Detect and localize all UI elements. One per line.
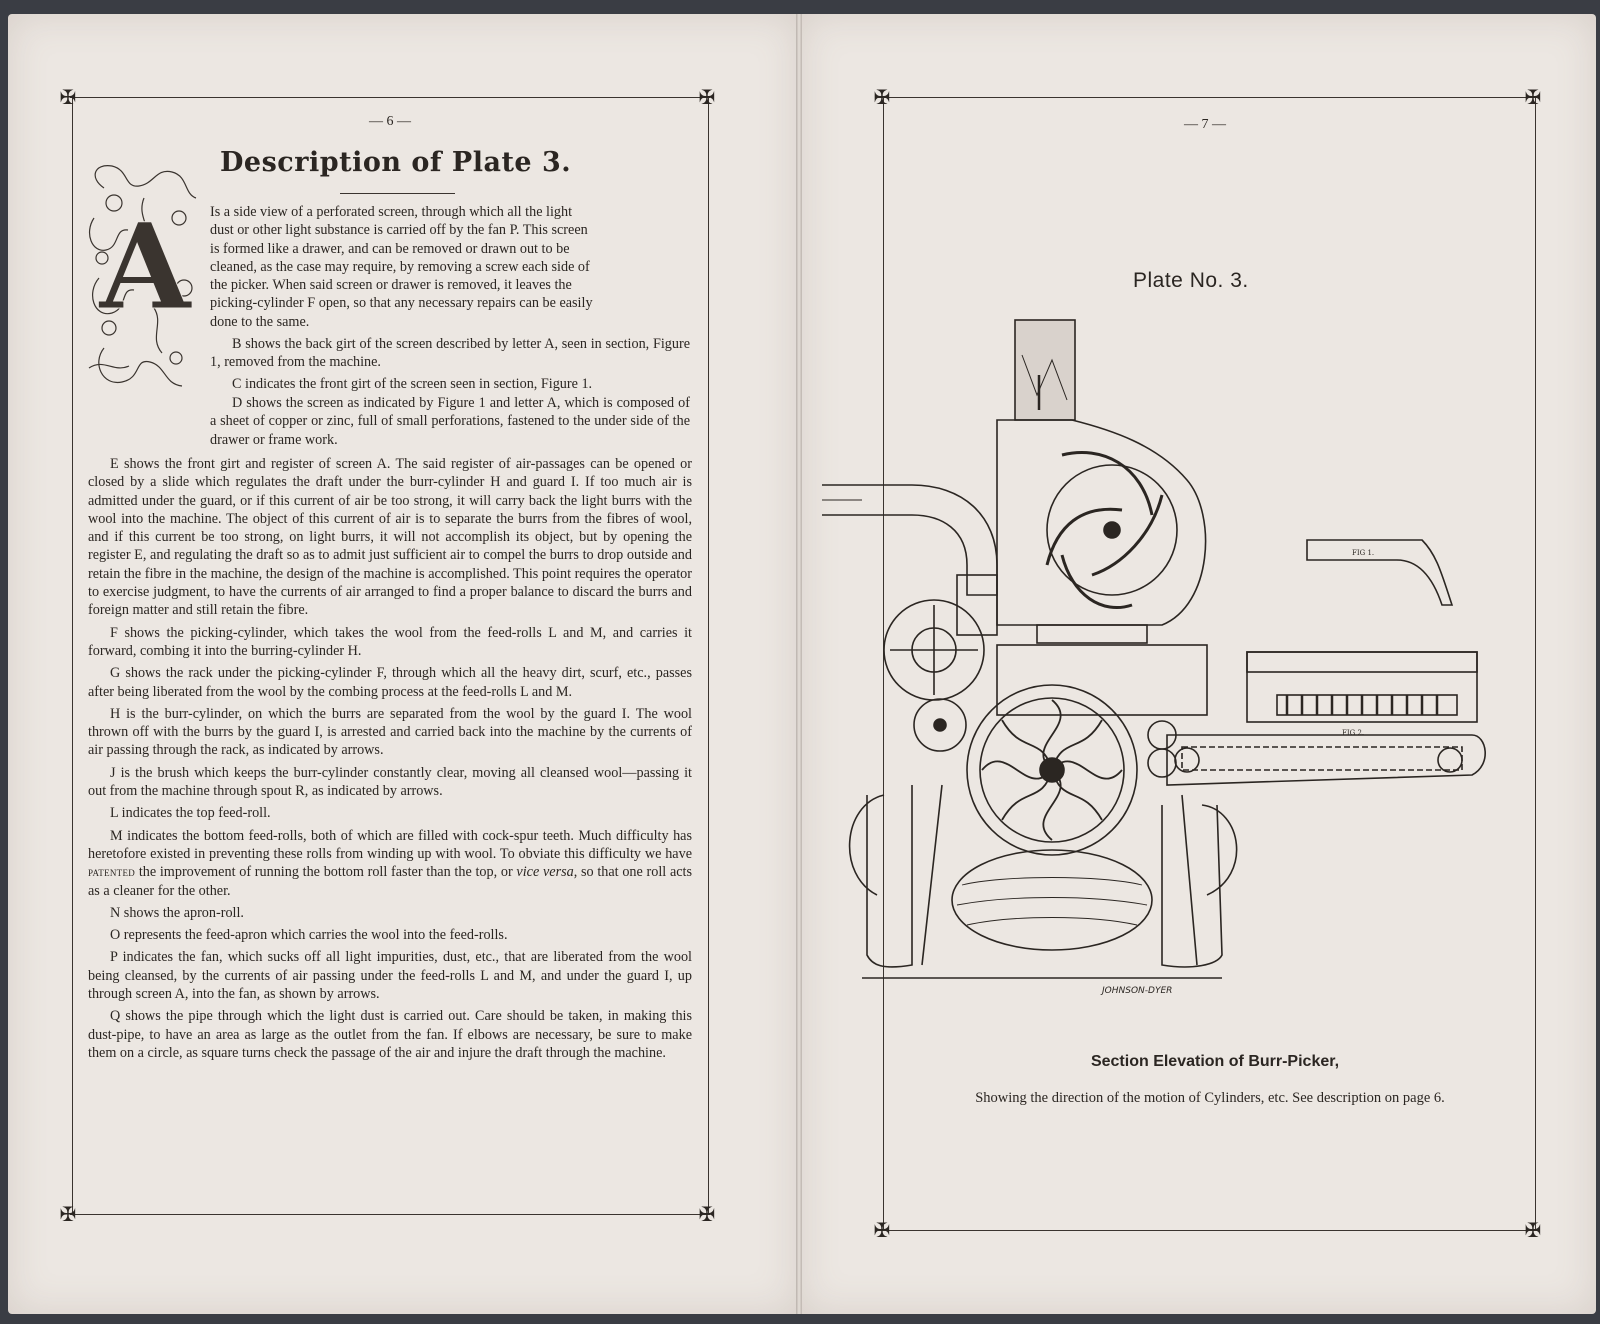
burr-picker-illustration: [822, 315, 1512, 1005]
book-gutter: [796, 14, 802, 1314]
page-folio-right: — 7 —: [1184, 117, 1226, 132]
left-frame-top: [70, 97, 710, 98]
body-text: E shows the front girt and register of screen A. The said register of air-passages can be opened or closed by a slide which regulates the draft under the burr-cylinder H and guard I. If too much air is admitted under the guard, or if this current of air be too strong, it will carry back the light burrs with the wool into the machine. The object of this current of air is to separate the burrs from the fibres of wool, and if this current be too strong, on light burrs, it will not accomplish its object, but by opening the register E, and regulating the draft so as to admit just sufficient air to compel the burrs to drop outside and retain the fibre in the machine, the design of the machine is accomplished. This point requires the operator to exercise judgment, to have the currents of air arranged to find a proper balance to discard the burrs and foreign matter and still retain the fibre. F shows the picking-cylinder, which takes the wool from the feed-rolls L and M, and carries it forward, combing it into the burring-cylinder H. G shows the rack under the picking-cylinder F, through which all the heavy dirt, scurf, etc., passes after being liberated from the wool by the combing process at the feed-rolls L and M. H is the burr-cylinder, on which the burrs are separated from the wool by the guard I. The wool thrown off with the burrs by the guard I, is arrested and carried back into the machine by the currents of air passing through the rack, as indicated by arrows. J is the brush which keeps the burr-cylinder constantly clear, moving all cleansed wool—passing it out from the machine through spout R, as indicated by arrows. L indicates the top feed-roll. M indicates the bottom feed-rolls, both of which are filled with cock-spur teeth. Much difficulty has heretofore existed in preventing these rolls from winding up with wool. To obviate this difficulty we have patented the improvement of running the bottom roll faster than the top, or vice versa, so that one roll acts as a cleaner for the other. N shows the apron-roll. O represents the feed-apron which carries the wool into the feed-rolls. P indicates the fan, which sucks off all light impurities, dust, etc., that are liberated from the wool being cleansed, by the currents of air passing under the feed-rolls L and M, and under the guard I, up through screen A, into the fan, as shown by arrows. Q shows the pipe through which the light dust is carried out. Care should be taken, in making this dust-pipe, to have an area as large as the outlet from the fan. If elbows are necessary, be sure to make them on a circle, as square turns check the passage of the air and injure the draft through the machine.: [88, 456, 693, 1061]
ornamental-dropcap-icon: [84, 158, 206, 398]
para-d: D shows the screen as indicated by Figure 1 and letter A, which is composed of a sheet of copper or zinc, full of small perforations, fastened to the under side of the drawer or frame work.: [210, 395, 690, 448]
left-frame-left: [72, 97, 73, 1214]
svg-text:FIG 2.: FIG 2.: [1342, 729, 1365, 737]
page-title: Description of Plate 3.: [220, 147, 572, 178]
right-frame-bottom: [878, 1230, 1538, 1231]
plate-title: Plate No. 3.: [1133, 269, 1249, 292]
page-folio-left: — 6 —: [369, 114, 411, 129]
corner-ornament-icon: ✠: [873, 1218, 891, 1242]
corner-ornament-icon: ✠: [698, 1202, 716, 1226]
right-frame-right: [1535, 97, 1536, 1230]
svg-text:FIG 1.: FIG 1.: [1352, 549, 1375, 557]
title-rule: [340, 193, 455, 194]
left-frame-bottom: [70, 1214, 710, 1215]
left-frame-right: [708, 97, 709, 1214]
figure-subcaption: Showing the direction of the motion of Cylinders, etc. See description on page 6.: [975, 1090, 1445, 1106]
corner-ornament-icon: ✠: [873, 85, 891, 109]
intro-paragraph: Is a side view of a perforated screen, through which all the light dust or other light substance is carried off by the fan P. This screen is formed like a drawer, and can be removed or drawn out to be cleaned, as the case may require, by removing a screw each side of the picker. When said screen or drawer is removed, it leaves the picking-cylinder F open, so that any necessary repairs can be easily done to the same.: [210, 204, 593, 330]
corner-ornament-icon: ✠: [59, 1202, 77, 1226]
svg-text:JOHNSON-DYER: JOHNSON-DYER: [1102, 986, 1173, 996]
right-frame-top: [878, 97, 1538, 98]
svg-text:A: A: [99, 197, 191, 336]
figure-caption: Section Elevation of Burr-Picker,: [1090, 1053, 1340, 1070]
para-c: C indicates the front girt of the screen seen in section, Figure 1.: [232, 376, 593, 392]
corner-ornament-icon: ✠: [698, 85, 716, 109]
corner-ornament-icon: ✠: [59, 85, 77, 109]
corner-ornament-icon: ✠: [1524, 85, 1542, 109]
corner-ornament-icon: ✠: [1524, 1218, 1542, 1242]
para-b: B shows the back girt of the screen described by letter A, seen in section, Figure 1, removed from the machine.: [210, 336, 690, 371]
